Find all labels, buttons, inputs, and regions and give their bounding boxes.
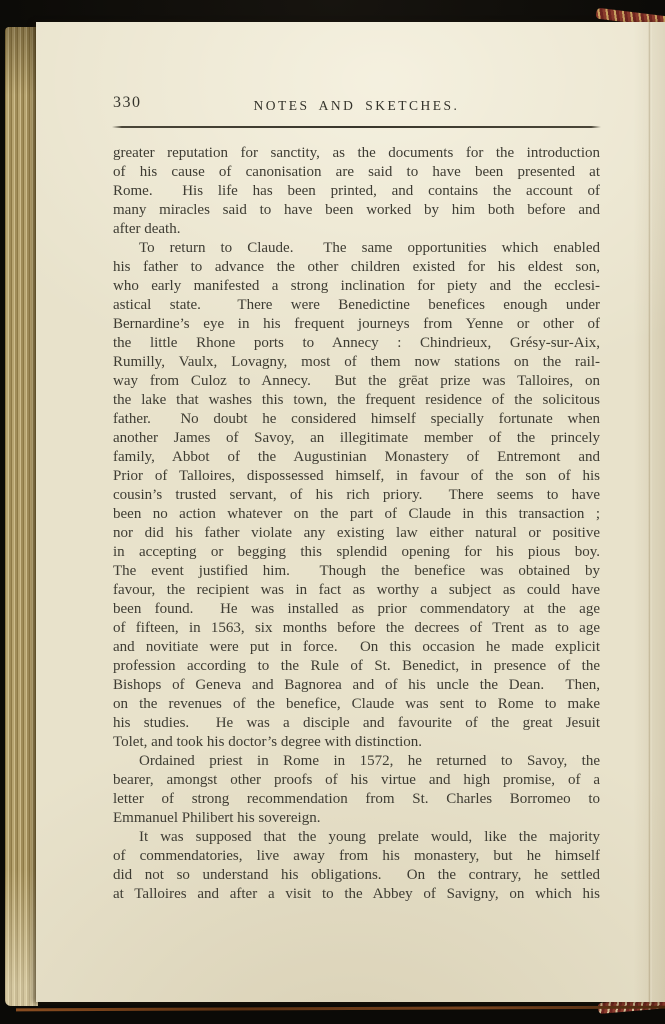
text-line: Bernardine’s eye in his frequent journeys from Yenne or other of bbox=[113, 316, 600, 332]
text-line: To return to Claude. The same opportunities which enabled bbox=[139, 240, 600, 256]
text-line: Bishops of Geneva and Bagnorea and of his uncle the Dean. Then, bbox=[113, 677, 600, 693]
text-line: the lake that washes this town, the frequent residence of the solicitous bbox=[113, 392, 600, 408]
text-line: his father to advance the other children existed for his eldest son, bbox=[113, 259, 600, 275]
text-line: Rome. His life has been printed, and contains the account of bbox=[113, 183, 600, 199]
text-line: Tolet, and took his doctor’s degree with distinction. bbox=[113, 734, 423, 750]
text-line: been no action whatever on the part of Claude in this transaction ; bbox=[113, 506, 600, 522]
text-line: greater reputation for sanctity, as the documents for the introduction bbox=[113, 145, 600, 161]
page-text bbox=[113, 144, 600, 904]
page-crease bbox=[648, 22, 652, 1002]
text-line: Rumilly, Vaulx, Lovagny, most of them now stations on the rail- bbox=[113, 354, 600, 370]
text-line: another James of Savoy, an illegitimate member of the princely bbox=[113, 430, 600, 446]
text-line: of his cause of canonisation are said to have been presented at bbox=[113, 164, 600, 180]
text-line: his studies. He was a disciple and favourite of the great Jesuit bbox=[113, 715, 600, 731]
text-line: Emmanuel Philibert his sovereign. bbox=[113, 810, 321, 826]
text-line: favour, the recipient was in fact as worthy a subject as could have bbox=[113, 582, 600, 598]
text-line: The event justified him. Though the benefice was obtained by bbox=[113, 563, 600, 579]
text-line: cousin’s trusted servant, of his rich priory. There seems to have bbox=[113, 487, 600, 503]
text-line: letter of strong recommendation from St. Charles Borromeo to bbox=[113, 791, 600, 807]
text-line: astical state. There were Benedictine benefices enough under bbox=[113, 297, 600, 313]
text-line: did not so understand his obligations. On the contrary, he settled bbox=[113, 867, 600, 883]
text-line: in accepting or begging this splendid opening for his pious boy. bbox=[113, 544, 600, 560]
text-line: on the revenues of the benefice, Claude was sent to Rome to make bbox=[113, 696, 600, 712]
text-line: of fifteen, in 1563, six months before the decrees of Trent as to age bbox=[113, 620, 600, 636]
running-title: NOTES AND SKETCHES. bbox=[253, 98, 460, 113]
header-rule bbox=[112, 126, 601, 128]
book-cover-edge-bottom bbox=[16, 1006, 665, 1012]
text-line: of commendatories, live away from his monastery, but he himself bbox=[113, 848, 600, 864]
paragraph bbox=[113, 144, 600, 239]
book-page bbox=[36, 22, 665, 1002]
paragraph bbox=[113, 828, 600, 904]
text-line: at Talloires and after a visit to the Abbey of Savigny, on which his bbox=[113, 886, 600, 902]
text-line: and novitiate were put in force. On this occasion he made explicit bbox=[113, 639, 600, 655]
text-line: after death. bbox=[113, 221, 181, 237]
paragraph bbox=[113, 239, 600, 752]
text-line: bearer, amongst other proofs of his virtue and high promise, of a bbox=[113, 772, 600, 788]
text-line: nor did his father violate any existing law either natural or positive bbox=[113, 525, 600, 541]
page-fore-edges bbox=[5, 27, 38, 1006]
text-line: Ordained priest in Rome in 1572, he returned to Savoy, the bbox=[139, 753, 600, 769]
text-line: profession according to the Rule of St. Benedict, in presence of the bbox=[113, 658, 600, 674]
text-line: the little Rhone ports to Annecy : Chindrieux, Grésy-sur-Aix, bbox=[113, 335, 600, 351]
text-line: Prior of Talloires, dispossessed himself, in favour of the son of his bbox=[113, 468, 600, 484]
text-line: been found. He was installed as prior commendatory at the age bbox=[113, 601, 600, 617]
text-line: family, Abbot of the Augustinian Monastery of Entremont and bbox=[113, 449, 600, 465]
text-line: It was supposed that the young prelate would, like the majority bbox=[139, 829, 600, 845]
paragraph bbox=[113, 752, 600, 828]
text-line: way from Culoz to Annecy. But the grēat prize was Talloires, on bbox=[113, 373, 600, 389]
text-line: who early manifested a strong inclination for piety and the ecclesi- bbox=[113, 278, 600, 294]
text-line: many miracles said to have been worked by him both before and bbox=[113, 202, 600, 218]
text-line: father. No doubt he considered himself specially fortunate when bbox=[113, 411, 600, 427]
page-number: 330 bbox=[113, 94, 142, 111]
